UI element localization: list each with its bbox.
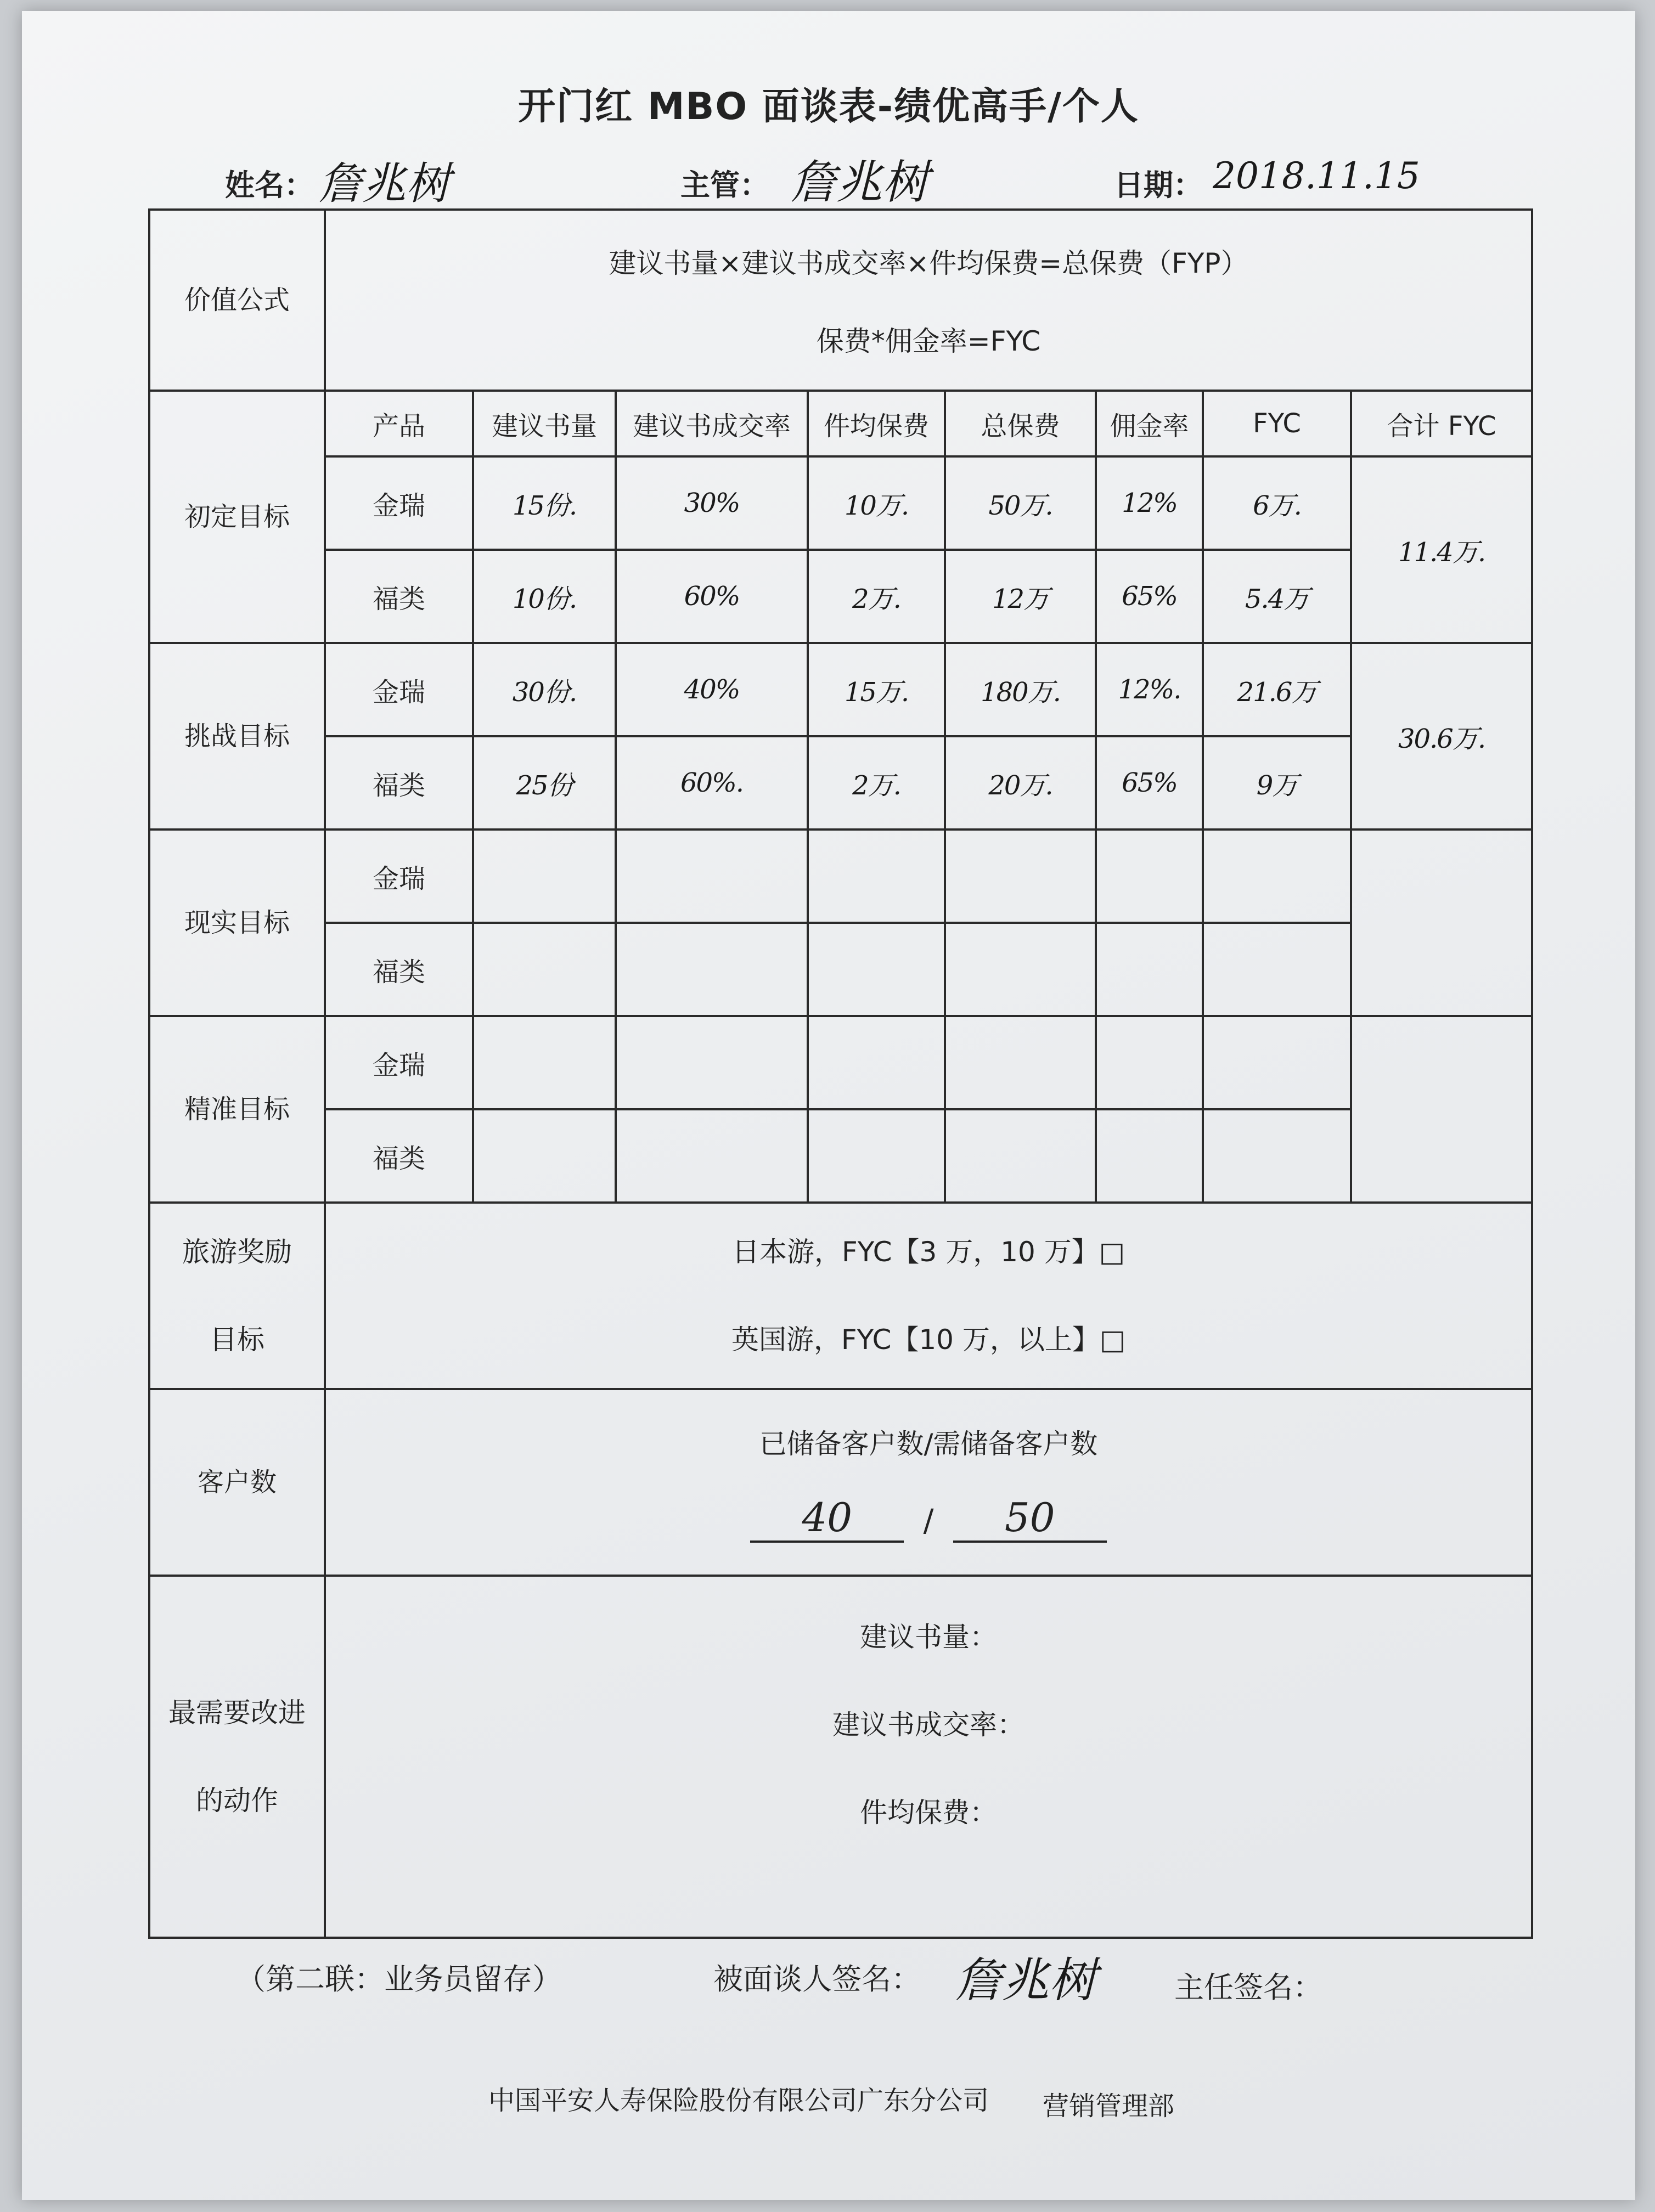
fyc-value: 6万. [1203, 456, 1351, 550]
improve-item-close-rate[interactable]: 建议书成交率： [832, 1709, 1024, 1741]
date-handwritten: 2018.11.15 [1213, 155, 1420, 197]
close-rate-value[interactable] [616, 1109, 808, 1203]
col-header-total-fyc: 合计 FYC [1351, 391, 1532, 456]
total-premium-value: 20万. [945, 736, 1096, 830]
close-rate-value: 30% [616, 456, 808, 550]
proposals-value[interactable] [473, 830, 616, 923]
name-label: 姓名： [225, 168, 314, 202]
col-header-proposals: 建议书量 [473, 391, 616, 456]
needed-customers-field[interactable]: 50 [953, 1494, 1107, 1543]
supervisor-label: 主管： [680, 168, 769, 202]
proposals-value: 30份. [473, 643, 616, 736]
section-label-initial: 初定目标 [149, 391, 325, 643]
fyc-value[interactable] [1203, 923, 1351, 1016]
total-premium-value: 180万. [945, 643, 1096, 736]
avg-premium-value: 2万. [808, 550, 945, 643]
customer-prompt: 已储备客户数/需储备客户数 [759, 1428, 1098, 1460]
col-header-commission-rate: 佣金率 [1096, 391, 1203, 456]
table-row [149, 643, 1532, 736]
table-row [149, 550, 1532, 643]
product-cell: 福类 [325, 736, 473, 830]
travel-option-uk[interactable]: 英国游，FYC【10 万，以上】□ [731, 1324, 1126, 1356]
formula-cell [325, 210, 1532, 391]
proposals-value: 15份. [473, 456, 616, 550]
section-label-challenge: 挑战目标 [149, 643, 325, 830]
commission-rate-value: 12%. [1096, 643, 1203, 736]
commission-rate-value: 12% [1096, 456, 1203, 550]
proposals-value: 10份. [473, 550, 616, 643]
product-cell: 福类 [325, 1109, 473, 1203]
customer-values [326, 1494, 1531, 1543]
avg-premium-value: 15万. [808, 643, 945, 736]
travel-label [149, 1203, 325, 1389]
form-title: 开门红 MBO 面谈表-绩优高手/个人 [518, 85, 1139, 128]
improve-label-line-2: 的动作 [196, 1785, 278, 1816]
customer-label: 客户数 [149, 1389, 325, 1576]
travel-row [149, 1203, 1532, 1389]
supervisor-handwritten: 詹兆树 [790, 155, 929, 209]
date-label: 日期： [1114, 168, 1203, 202]
total-premium-value[interactable] [945, 1016, 1096, 1109]
fyc-value: 21.6万 [1203, 643, 1351, 736]
proposals-value[interactable] [473, 923, 616, 1016]
product-cell: 金瑞 [325, 830, 473, 923]
col-header-avg-premium: 件均保费 [808, 391, 945, 456]
avg-premium-value[interactable] [808, 1016, 945, 1109]
customer-separator: / [923, 1503, 934, 1539]
close-rate-value: 40% [616, 643, 808, 736]
col-header-fyc: FYC [1203, 391, 1351, 456]
close-rate-value[interactable] [616, 923, 808, 1016]
avg-premium-value[interactable] [808, 830, 945, 923]
total-premium-value[interactable] [945, 830, 1096, 923]
total-premium-value: 12万 [945, 550, 1096, 643]
travel-label-line-1: 旅游奖励 [182, 1236, 292, 1268]
table-row [149, 923, 1532, 1016]
total-fyc-value: 11.4万. [1351, 456, 1532, 643]
formula-label: 价值公式 [149, 210, 325, 391]
section-label-realistic: 现实目标 [149, 830, 325, 1016]
proposals-value[interactable] [473, 1109, 616, 1203]
improve-row [149, 1576, 1532, 1938]
avg-premium-value: 2万. [808, 736, 945, 830]
section-label-precise: 精准目标 [149, 1016, 325, 1203]
formula-line-2: 保费*佣金率=FYC [816, 325, 1041, 357]
table-row [149, 456, 1532, 550]
improve-item-proposals[interactable]: 建议书量： [860, 1621, 997, 1653]
table-row [149, 1109, 1532, 1203]
avg-premium-value[interactable] [808, 1109, 945, 1203]
name-handwritten: 詹兆树 [318, 158, 450, 209]
table-row [149, 830, 1532, 923]
col-header-close-rate: 建议书成交率 [616, 391, 808, 456]
product-cell: 金瑞 [325, 643, 473, 736]
fyc-value: 5.4万 [1203, 550, 1351, 643]
total-fyc-value[interactable] [1351, 1016, 1532, 1203]
form-paper [22, 11, 1635, 2200]
product-cell: 金瑞 [325, 1016, 473, 1109]
proposals-value: 25份 [473, 736, 616, 830]
travel-label-line-2: 目标 [210, 1324, 264, 1356]
travel-option-japan[interactable]: 日本游，FYC【3 万，10 万】□ [732, 1236, 1125, 1268]
proposals-value[interactable] [473, 1016, 616, 1109]
formula-row [149, 210, 1532, 391]
product-cell: 福类 [325, 923, 473, 1016]
total-premium-value: 50万. [945, 456, 1096, 550]
table-row [149, 736, 1532, 830]
avg-premium-value: 10万. [808, 456, 945, 550]
commission-rate-value[interactable] [1096, 1109, 1203, 1203]
close-rate-value[interactable] [616, 1016, 808, 1109]
product-cell: 金瑞 [325, 456, 473, 550]
total-fyc-value[interactable] [1351, 830, 1532, 1016]
commission-rate-value: 65% [1096, 736, 1203, 830]
fyc-value[interactable] [1203, 1109, 1351, 1203]
close-rate-value: 60% [616, 550, 808, 643]
commission-rate-value[interactable] [1096, 830, 1203, 923]
travel-options [325, 1203, 1532, 1389]
improve-items [325, 1576, 1532, 1938]
table-row [149, 1016, 1532, 1109]
column-header-row [149, 391, 1532, 456]
fyc-value: 9万 [1203, 736, 1351, 830]
improve-item-avg-premium[interactable]: 件均保费： [860, 1797, 997, 1829]
interviewee-signature: 詹兆树 [955, 1953, 1096, 2008]
col-header-product: 产品 [325, 391, 473, 456]
avg-premium-value[interactable] [808, 923, 945, 1016]
customer-row [149, 1389, 1532, 1576]
fyc-value[interactable] [1203, 830, 1351, 923]
formula-line-1: 建议书量×建议书成交率×件均保费=总保费（FYP） [609, 247, 1248, 279]
stored-customers-field[interactable]: 40 [750, 1494, 904, 1543]
improve-label [149, 1576, 325, 1938]
customer-cell [325, 1389, 1532, 1576]
fyc-value[interactable] [1203, 1016, 1351, 1109]
close-rate-value: 60%. [616, 736, 808, 830]
col-header-total-premium: 总保费 [945, 391, 1096, 456]
close-rate-value[interactable] [616, 830, 808, 923]
improve-label-line-1: 最需要改进 [168, 1697, 306, 1729]
commission-rate-value[interactable] [1096, 923, 1203, 1016]
product-cell: 福类 [325, 550, 473, 643]
copy-note: （第二联：业务员留存） [236, 1962, 562, 1996]
department-name: 营销管理部 [1043, 2091, 1175, 2121]
interviewee-signature-label: 被面谈人签名： [713, 1962, 921, 1996]
mbo-table [148, 208, 1533, 1939]
total-premium-value[interactable] [945, 1109, 1096, 1203]
director-signature-label: 主任签名： [1174, 1970, 1322, 2005]
commission-rate-value: 65% [1096, 550, 1203, 643]
company-name: 中国平安人寿保险股份有限公司广东分公司 [488, 2085, 989, 2116]
total-fyc-value: 30.6万. [1351, 643, 1532, 830]
total-premium-value[interactable] [945, 923, 1096, 1016]
commission-rate-value[interactable] [1096, 1016, 1203, 1109]
